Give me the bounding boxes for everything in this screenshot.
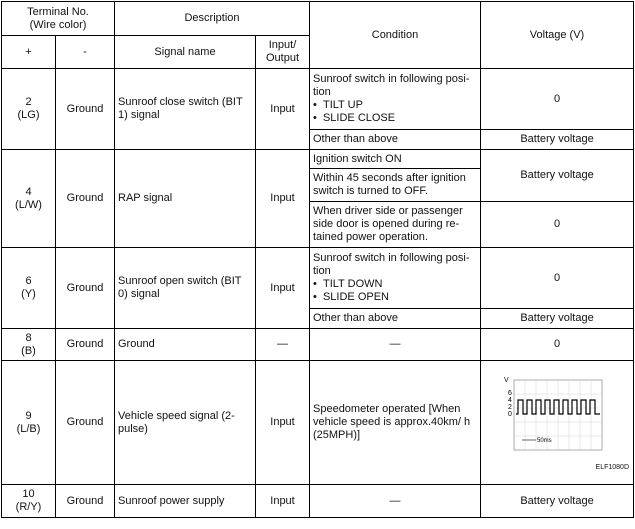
waveform-time: 50ms bbox=[537, 437, 552, 444]
voltage-cell: 0 bbox=[481, 248, 634, 309]
voltage-cell: 0 bbox=[481, 202, 634, 248]
signal-name-header: Signal name bbox=[115, 36, 256, 69]
waveform-unit: V bbox=[504, 376, 509, 384]
io-cell: Input bbox=[256, 361, 310, 485]
voltage-cell: 0 bbox=[481, 329, 634, 361]
signal-name-cell: Vehicle speed signal (2-pulse) bbox=[115, 361, 256, 485]
terminal-cell: 9 (L/B) bbox=[2, 361, 56, 485]
waveform-tick: 6 bbox=[508, 389, 512, 397]
io-cell: Input bbox=[256, 485, 310, 518]
condition-cell: When driver side or passenger side door is opened during re-tained power operation. bbox=[310, 202, 481, 248]
waveform-cell bbox=[481, 361, 634, 485]
condition-cell: Speedometer operated [When vehicle speed is approx.40km/ h (25MPH)] bbox=[310, 361, 481, 485]
terminal-cell: 8 (B) bbox=[2, 329, 56, 361]
condition-cell: — bbox=[310, 485, 481, 518]
figure-code: ELF1080D bbox=[595, 463, 629, 471]
io-header: Input/ Output bbox=[256, 36, 310, 69]
voltage-cell: Battery voltage bbox=[481, 130, 634, 150]
voltage-cell: Battery voltage bbox=[481, 485, 634, 518]
ground-cell: Ground bbox=[56, 361, 115, 485]
waveform-tick: 0 bbox=[508, 410, 512, 418]
waveform-tick: 4 bbox=[508, 396, 512, 404]
signal-name-cell: Sunroof close switch (BIT 1) signal bbox=[115, 69, 256, 150]
ground-cell: Ground bbox=[56, 329, 115, 361]
terminal-header: Terminal No. (Wire color) bbox=[2, 2, 115, 36]
signal-name-cell: Sunroof open switch (BIT 0) signal bbox=[115, 248, 256, 329]
voltage-cell: Battery voltage bbox=[481, 309, 634, 329]
voltage-header: Voltage (V) bbox=[481, 2, 634, 69]
voltage-cell: 0 bbox=[481, 69, 634, 130]
condition-cell: Other than above bbox=[310, 309, 481, 329]
condition-cell: Sunroof switch in following posi- tion • TILT DOWN • SLIDE OPEN bbox=[310, 248, 481, 309]
voltage-cell: Battery voltage bbox=[481, 150, 634, 202]
io-cell: Input bbox=[256, 69, 310, 150]
pulse-waveform bbox=[502, 374, 612, 464]
terminal-cell: 4 (L/W) bbox=[2, 150, 56, 248]
signal-name-cell: Sunroof power supply bbox=[115, 485, 256, 518]
terminal-cell: 10 (R/Y) bbox=[2, 485, 56, 518]
ground-cell: Ground bbox=[56, 248, 115, 329]
minus-header: - bbox=[56, 36, 115, 69]
description-header: Description bbox=[115, 2, 310, 36]
condition-cell: Within 45 seconds after ignition switch is turned to OFF. bbox=[310, 169, 481, 202]
terminal-cell: 6 (Y) bbox=[2, 248, 56, 329]
io-cell: Input bbox=[256, 248, 310, 329]
io-cell: Input bbox=[256, 150, 310, 248]
condition-cell: — bbox=[310, 329, 481, 361]
condition-cell: Ignition switch ON bbox=[310, 150, 481, 169]
condition-cell: Sunroof switch in following posi- tion • TILT UP • SLIDE CLOSE bbox=[310, 69, 481, 130]
waveform-tick: 2 bbox=[508, 403, 512, 411]
signal-name-cell: Ground bbox=[115, 329, 256, 361]
ground-cell: Ground bbox=[56, 150, 115, 248]
condition-cell: Other than above bbox=[310, 130, 481, 150]
terminal-table bbox=[1, 1, 634, 518]
io-cell: — bbox=[256, 329, 310, 361]
condition-header: Condition bbox=[310, 2, 481, 69]
plus-header: + bbox=[2, 36, 56, 69]
signal-name-cell: RAP signal bbox=[115, 150, 256, 248]
terminal-cell: 2 (LG) bbox=[2, 69, 56, 150]
ground-cell: Ground bbox=[56, 485, 115, 518]
ground-cell: Ground bbox=[56, 69, 115, 150]
